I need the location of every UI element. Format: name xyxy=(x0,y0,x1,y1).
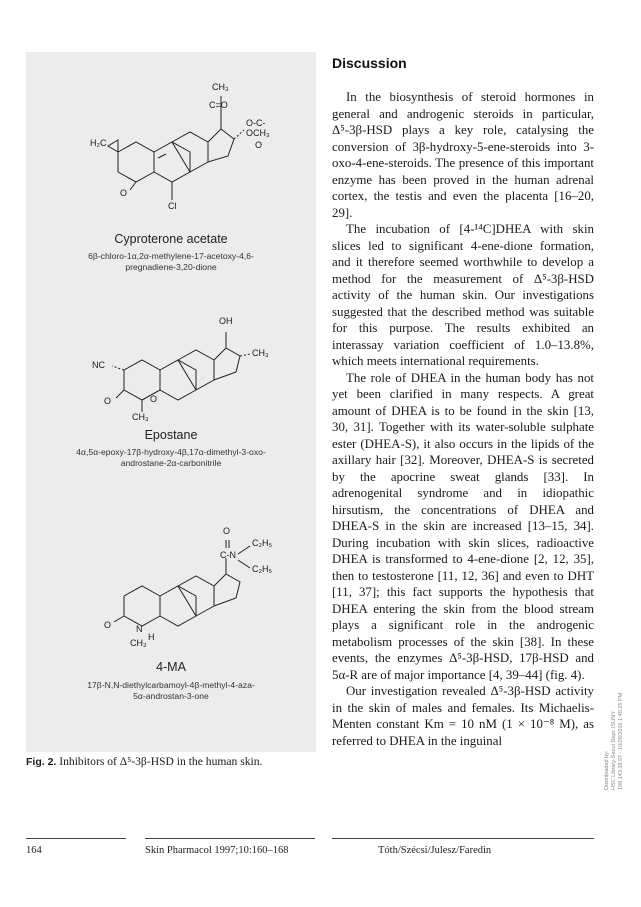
label-acetoxy: O-C-OCH₃ xyxy=(246,118,270,138)
chem-line: pregnadiene-3,20-dione xyxy=(125,262,217,272)
chem-line: 5α-androstan-3-one xyxy=(133,691,209,701)
4ma-diagram xyxy=(66,520,276,650)
page-number: 164 xyxy=(26,845,42,856)
compound-name-cyproterone: Cyproterone acetate xyxy=(114,232,228,246)
label-acetoxy-o: O xyxy=(255,140,263,150)
chem-line: 4α,5α-epoxy-17β-hydroxy-4β,17α-dimethyl-3-oxo- xyxy=(76,447,266,457)
label-4ma-o-top: O xyxy=(223,526,231,536)
caption-text: Inhibitors of Δ⁵-3β-HSD in the human skin. xyxy=(56,755,263,768)
watermark-line: 198.143.38.97 - 10/28/2016 1:45:25 PM xyxy=(618,692,624,790)
section-heading: Discussion xyxy=(332,55,407,71)
label-keto-o: O xyxy=(104,396,112,406)
journal-citation: Skin Pharmacol 1997;10:160–168 xyxy=(145,845,289,856)
4ma-structure xyxy=(66,520,276,650)
chem-line: 17β-N,N-diethylcarbamoyl-4β-methyl-4-aza- xyxy=(87,680,255,690)
label-nc: NC xyxy=(92,360,105,370)
label-ch3-b: CH₃ xyxy=(132,412,149,422)
label-4ma-cn: C-N xyxy=(220,550,236,560)
chem-line: androstane-2α-carbonitrile xyxy=(120,458,222,468)
compound-chem-4ma xyxy=(26,680,316,702)
paragraph: In the biosynthesis of steroid hormones in general and androgenic steroids in particular, Δ⁵-3β-HSD plays a key role, catalysing the conversion of 3β-hydroxy-5-ene-steroids into 3-oxo-4-ene-steroids. The presence of this important enzyme has been proved in the human adrenal cortex, the testis and even the placenta [16–20, 29]. xyxy=(332,90,594,220)
label-4ma-c2h5-b: C₂H₅ xyxy=(252,564,273,574)
authors: Tóth/Szécsi/Julesz/Faredin xyxy=(378,845,492,856)
cyproterone-acetate-structure xyxy=(56,74,286,224)
epostane-structure xyxy=(66,310,276,425)
paragraph: The incubation of [4-¹⁴C]DHEA with skin slices led to significant 4-ene-dione formation, and it therefore seemed worthwhile to develop a method for the measurement of Δ⁵-3β-HSD activity of the human skin. Our investigations suggested that the described method was suitable for this purpose. The results exhibited an interassay variation coefficient of 1.0–13.8%, which meets international requirements. xyxy=(332,222,594,368)
label-4ma-n: N xyxy=(136,624,143,634)
label-ch3-top: CH₃ xyxy=(212,82,229,92)
paragraph: The role of DHEA in the human body has not yet been clarified in many respects. A great amount of DHEA is to be found in the skin [13, 30, 31]. Together with its water-soluble sulphate ester (DHEA-S), it also occurs in the lipids of the axillary hair [32]. Moreover, DHEA-S is secreted by the apocrine sweat glands [33]. In adrenogenital syndrome and in idiopathic hirsutism, the concentrations of DHEA and DHEA-S in the skin are increased [13–15, 34]. During incubation with skin slices, radioactive DHEA is transformed to 4-ene-dione [2, 12, 35], then to testosterone [11, 12, 36] and even to DHT [11, 37]; this fact supports the hypothesis that DHEA entering the skin from the blood stream plays a significant role in the androgenic metabolism processes of the skin [38]. In these events, the enzymes Δ⁵-3β-HSD, 17β-HSD and 5α-R are of major importance [4, 39–44] (fig. 4). xyxy=(332,370,594,682)
label-oh: OH xyxy=(219,316,233,326)
compound-chem-epostane xyxy=(26,447,316,469)
label-4ma-c2h5-a: C₂H₅ xyxy=(252,538,273,548)
download-watermark xyxy=(604,692,625,790)
watermark-line: Downloaded by: xyxy=(604,750,610,790)
label-ch3-a: CH₃ xyxy=(252,348,269,358)
figure-caption xyxy=(26,754,320,770)
paragraph: Our investigation revealed Δ⁵-3β-HSD activity in the skin of males and females. Its Michaelis-Menten constant Km = 10 nM (1 × 10⁻⁸ M), as referred to DHEA in the inguinal xyxy=(332,684,594,748)
caption-label: Fig. 2. xyxy=(26,756,57,768)
footer-rule-right xyxy=(332,838,594,839)
label-4ma-o-lac: O xyxy=(104,620,112,630)
label-h2c: H₂C xyxy=(90,138,107,148)
compound-chem-cyproterone xyxy=(26,251,316,273)
footer-rule-left xyxy=(26,838,126,839)
footer-rule-middle xyxy=(145,838,315,839)
label-epoxy-o: O xyxy=(150,394,158,404)
watermark-line: HSC Library-Seoul Dept. ISUNY xyxy=(611,711,617,790)
label-cl: Cl xyxy=(168,201,177,211)
discussion-column xyxy=(332,55,594,749)
label-c-eq-o: C=O xyxy=(209,100,228,110)
compound-name-4ma: 4-MA xyxy=(156,660,186,674)
label-ring-o: O xyxy=(120,188,128,198)
label-4ma-h: H xyxy=(148,632,155,642)
label-4ma-ch3: CH₃ xyxy=(130,638,147,648)
figure-panel xyxy=(26,52,316,752)
compound-name-epostane: Epostane xyxy=(144,428,198,442)
chem-line: 6β-chloro-1α,2α-methylene-17-acetoxy-4,6- xyxy=(88,251,254,261)
